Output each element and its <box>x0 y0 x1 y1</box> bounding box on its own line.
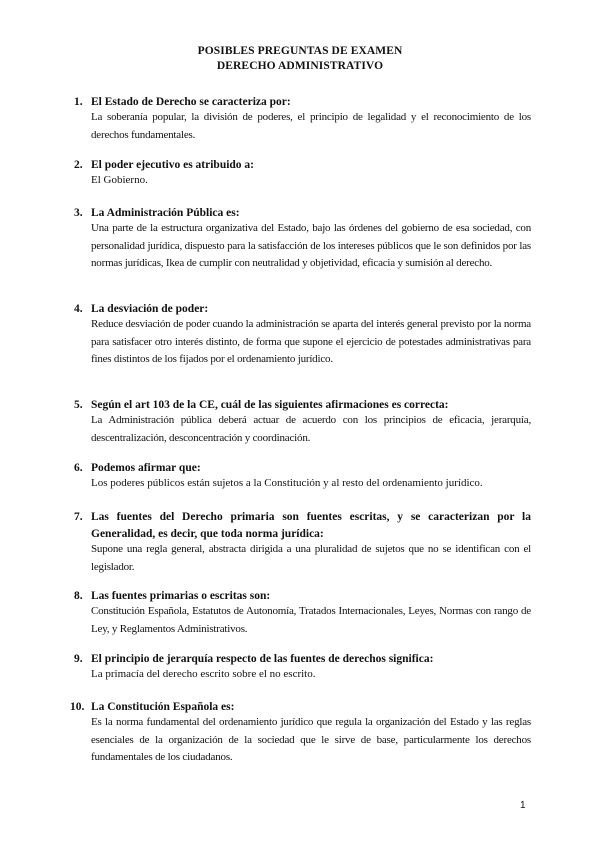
question-number: 3. <box>74 207 83 219</box>
answer-text: Reduce desviación de poder cuando la administración se aparta del interés general previsto por la norma para satisfacer otro interés distinto, de forma que supone el ejercicio de potestades administrativas para fines distintos de los fijados por el ordenamiento jurídico. <box>91 318 531 365</box>
question-text: La desviación de poder: <box>91 303 209 315</box>
question-number: 8. <box>74 590 83 602</box>
question-text: El principio de jerarquía respecto de las fuentes de derechos significa: <box>91 653 434 665</box>
answer-text: La soberanía popular, la división de poderes, el principio de legalidad y el reconocimiento de los derechos fundamentales. <box>91 111 531 141</box>
question-number: 1. <box>74 96 83 108</box>
question-number: 10. <box>70 701 85 713</box>
question-number: 7. <box>74 511 83 523</box>
question-text: La Constitución Española es: <box>91 701 235 713</box>
page-number: 1 <box>520 800 526 811</box>
question-text: Podemos afirmar que: <box>91 462 201 474</box>
question-text: Según el art 103 de la CE, cuál de las siguientes afirmaciones es correcta: <box>91 399 449 411</box>
question-number: 6. <box>74 462 83 474</box>
document-title-line-1: POSIBLES PREGUNTAS DE EXAMEN <box>197 45 403 57</box>
answer-text: La primacía del derecho escrito sobre el no escrito. <box>91 668 316 680</box>
question-number: 9. <box>74 653 83 665</box>
question-text: El poder ejecutivo es atribuido a: <box>91 159 255 171</box>
answer-text: La Administración pública deberá actuar de acuerdo con los principios de eficacia, jerarquía, descentralización, desconcentración y coordinación. <box>91 414 531 444</box>
answer-text: Constitución Española, Estatutos de Autonomía, Tratados Internacionales, Leyes, Normas con rango de Ley, y Reglamentos Administrativos. <box>91 605 531 635</box>
question-text: El Estado de Derecho se caracteriza por: <box>91 96 291 108</box>
question-text: La Administración Pública es: <box>91 207 240 219</box>
answer-text: El Gobierno. <box>91 174 148 186</box>
document-title-line-2: DERECHO ADMINISTRATIVO <box>216 60 384 72</box>
question-text: Las fuentes del Derecho primaria son fuentes escritas, y se caracterizan por la Generalidad, es decir, que toda norma jurídica: <box>91 511 531 540</box>
question-text: Las fuentes primarias o escritas son: <box>91 590 271 602</box>
question-number: 4. <box>74 303 83 315</box>
answer-text: Supone una regla general, abstracta dirigida a una pluralidad de sujetos que no se identifican con el legislador. <box>91 543 531 573</box>
question-number: 2. <box>74 159 83 171</box>
question-number: 5. <box>74 399 83 411</box>
answer-text: Es la norma fundamental del ordenamiento jurídico que regula la organización del Estado y las reglas esenciales de la organización de la sociedad que le sirve de base, particularmente los derechos fundamentales de los ciudadanos. <box>91 716 531 763</box>
answer-text: Los poderes públicos están sujetos a la Constitución y al resto del ordenamiento jurídico. <box>91 477 483 489</box>
answer-text: Una parte de la estructura organizativa del Estado, bajo las órdenes del gobierno de esa sociedad, con personalidad jurídica, dispuesto para la satisfacción de los intereses públicos que le son definidos por las normas jurídicas, Ikea de cumplir con neutralidad y objetividad, eficacia y sumisión al derecho. <box>91 222 531 269</box>
